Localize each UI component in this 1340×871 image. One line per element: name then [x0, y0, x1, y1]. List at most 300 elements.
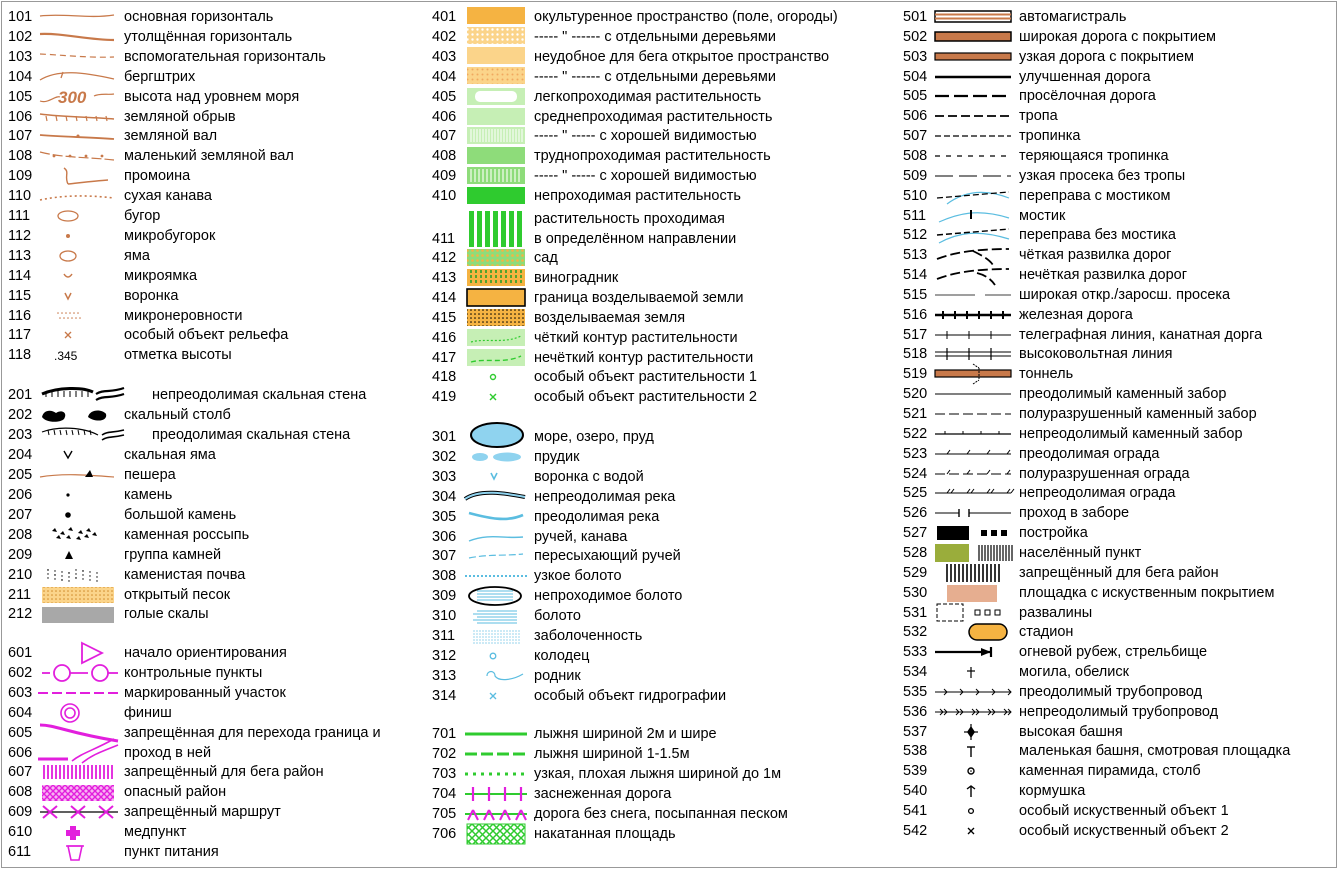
legend-entry: [903, 444, 1335, 464]
difficult-good-visibility-icon: [465, 166, 527, 186]
symbol-label: легкопроходимая растительность: [534, 89, 762, 105]
legend-entry: [903, 305, 1335, 325]
legend-entry: [903, 603, 1335, 623]
symbol-label: автомагистраль: [1019, 9, 1127, 25]
legend-entry: [903, 622, 1335, 642]
symbol-code: 524: [903, 466, 928, 482]
symbol-code: 523: [903, 446, 928, 462]
small-depression-icon: [38, 266, 118, 286]
indistinct-vegetation-edge-icon: [465, 348, 527, 368]
symbol-label: непреодолимая ограда: [1019, 485, 1176, 501]
indistinct-marsh-icon: [465, 626, 527, 646]
symbol-code: 101: [8, 9, 33, 25]
symbol-label: особый искуственный объект 2: [1019, 823, 1229, 839]
symbol-label: запрещённый для бега район: [1019, 565, 1219, 581]
symbol-label: микробугорок: [124, 228, 216, 244]
large-boulder-icon: [38, 505, 118, 525]
symbol-label: бугор: [124, 208, 161, 224]
symbol-label: развалины: [1019, 605, 1093, 621]
legend-entry: [8, 126, 424, 146]
cave-icon: [38, 465, 118, 485]
symbol-code: 203: [8, 427, 33, 443]
legend-entry: [8, 226, 424, 246]
legend-entry: [903, 464, 1335, 484]
symbol-label: открытый песок: [124, 587, 231, 603]
symbol-code: 501: [903, 9, 928, 25]
symbol-code: 118: [8, 347, 32, 363]
contour-main-icon: [38, 7, 118, 27]
symbol-label: большой камень: [124, 507, 237, 523]
symbol-code: 506: [903, 108, 928, 124]
symbol-code: 706: [432, 826, 457, 842]
legend-entry: [432, 268, 834, 288]
symbol-label: прудик: [534, 449, 580, 465]
symbol-label: нечёткий контур растительности: [534, 350, 754, 366]
symbol-code: 419: [432, 389, 457, 405]
symbol-label: накатанная площадь: [534, 826, 676, 842]
rocky-pit-icon: [38, 445, 118, 465]
symbol-label: воронка: [124, 288, 179, 304]
symbol-code: 115: [8, 288, 32, 304]
symbol-label: камень: [124, 487, 173, 503]
symbol-code: 310: [432, 608, 457, 624]
first-aid-icon: [38, 822, 118, 842]
legend-entry: [903, 166, 1335, 186]
legend-entry: [8, 445, 424, 465]
legend-entry: [8, 325, 424, 345]
special-man-made-1-icon: [933, 801, 1013, 821]
crossing-point-icon: [38, 743, 118, 763]
rough-open-land-icon: [465, 47, 527, 67]
symbol-label: проход в ней: [124, 745, 212, 761]
boulder-cluster-icon: [38, 545, 118, 565]
legend-entry: [903, 642, 1335, 662]
legend-entry: [432, 744, 834, 764]
symbol-label: непреодолимый трубопровод: [1019, 704, 1219, 720]
ruined-fence-icon: [933, 464, 1013, 484]
legend-entry: [432, 527, 834, 547]
small-path-icon: [933, 126, 1013, 146]
legend-entry: [8, 604, 424, 624]
crossable-pipeline-icon: [933, 682, 1013, 702]
legend-entry: [432, 67, 834, 87]
symbol-label: сухая канава: [124, 188, 212, 204]
legend-entry: [8, 345, 424, 365]
legend-entry: [903, 702, 1335, 722]
legend-entry: [432, 186, 834, 206]
symbol-label: проход в заборе: [1019, 505, 1130, 521]
distinct-junction-icon: [933, 245, 1013, 265]
symbol-label: каменная россыпь: [124, 527, 250, 543]
seasonal-stream-icon: [465, 546, 527, 566]
symbol-code: 306: [432, 529, 457, 545]
legend-entry: [8, 663, 424, 683]
symbol-code: 519: [903, 366, 928, 382]
symbol-label: площадка с искуственным покрытием: [1019, 585, 1275, 601]
legend-entry: [432, 107, 834, 127]
special-vegetation-2-icon: [465, 387, 527, 407]
symbol-label: море, озеро, пруд: [534, 429, 654, 445]
legend-entry: [903, 206, 1335, 226]
cultivated-boundary-icon: [465, 288, 527, 308]
symbol-code: 540: [903, 783, 928, 799]
symbol-label: телеграфная линия, канатная дорга: [1019, 327, 1263, 343]
grave-icon: [933, 662, 1013, 682]
legend-entry: [8, 47, 424, 67]
symbol-code: 307: [432, 548, 457, 564]
legend-entry: [903, 7, 1335, 27]
symbol-code: 209: [8, 547, 33, 563]
legend-entry: [903, 106, 1335, 126]
high-tower-icon: [933, 722, 1013, 742]
symbol-code: 107: [8, 128, 33, 144]
legend-entry: [903, 523, 1335, 543]
symbol-code: 537: [903, 724, 928, 740]
symbol-code: 607: [8, 764, 33, 780]
ruin-icon: [933, 603, 1013, 623]
crossing-without-bridge-icon: [933, 225, 1013, 245]
symbol-code: 516: [903, 307, 928, 323]
legend-entry: [432, 467, 834, 487]
symbol-code: 207: [8, 507, 33, 523]
symbol-label: нечёткая развилка дорог: [1019, 267, 1188, 283]
legend-entry: [432, 804, 834, 824]
symbol-label: высоковольтная линия: [1019, 346, 1173, 362]
symbol-label: микронеровности: [124, 308, 243, 324]
symbol-code: 604: [8, 705, 33, 721]
lake-icon: [465, 427, 527, 447]
legend-entry: [903, 543, 1335, 563]
uncrossable-pipeline-icon: [933, 702, 1013, 722]
symbol-label: земляной обрыв: [124, 109, 236, 125]
symbol-code: 702: [432, 746, 457, 762]
symbol-label: вспомогательная горизонталь: [124, 49, 326, 65]
indistinct-junction-icon: [933, 265, 1013, 285]
symbol-code: 611: [8, 844, 32, 860]
symbol-label: просёлочная дорога: [1019, 88, 1156, 104]
legend-entry: [432, 166, 834, 186]
symbol-code: 418: [432, 369, 457, 385]
symbol-code: 212: [8, 606, 33, 622]
legend-entry: [903, 801, 1335, 821]
symbol-label: могила, обелиск: [1019, 664, 1129, 680]
symbol-code: 511: [903, 208, 927, 224]
symbol-code: 204: [8, 447, 33, 463]
symbol-label: преодолимая скальная стена: [152, 427, 351, 443]
legend-entry: [8, 67, 424, 87]
impassable-vegetation-icon: [465, 186, 527, 206]
small-knoll-icon: [38, 226, 118, 246]
symbol-code: 510: [903, 188, 928, 204]
symbol-code: 407: [432, 128, 457, 144]
special-landform-icon: [38, 325, 118, 345]
contour-form-line-icon: [38, 47, 118, 67]
symbol-code: 503: [903, 49, 928, 65]
symbol-code: 313: [432, 668, 457, 684]
symbol-code: 314: [432, 688, 457, 704]
symbol-code: 417: [432, 350, 457, 366]
directional-vegetation-icon: [465, 229, 527, 249]
symbol-label: теряющаяся тропинка: [1019, 148, 1169, 164]
crossable-river-icon: [465, 507, 527, 527]
symbol-code: 205: [8, 467, 33, 483]
symbol-label: переправа с мостиком: [1019, 188, 1171, 204]
legend-entry: [903, 285, 1335, 305]
legend-entry: [432, 487, 834, 507]
symbol-label: лыжня шириной 2м и шире: [534, 726, 717, 742]
stadium-icon: [933, 622, 1013, 642]
legend-entry: [8, 107, 424, 127]
symbol-code: 517: [903, 327, 928, 343]
orchard-icon: [465, 248, 527, 268]
symbol-code: 538: [903, 743, 928, 759]
legend-entry: [8, 743, 424, 763]
symbol-code: 201: [8, 387, 33, 403]
marsh-icon: [465, 606, 527, 626]
distinct-vegetation-edge-icon: [465, 328, 527, 348]
legend-entry: [8, 246, 424, 266]
legend-entry: [8, 425, 424, 445]
symbol-code: 504: [903, 69, 928, 85]
legend-entry: [903, 126, 1335, 146]
snowy-road-icon: [465, 784, 527, 804]
symbol-code: 302: [432, 449, 457, 465]
pond-icon: [465, 447, 527, 467]
legend-entry: [432, 367, 834, 387]
symbol-label: непреодолимый каменный забор: [1019, 426, 1243, 442]
symbol-label: преодолимая ограда: [1019, 446, 1160, 462]
symbol-code: 408: [432, 148, 457, 164]
symbol-label: особый искуственный объект 1: [1019, 803, 1229, 819]
symbol-label: утолщённая горизонталь: [124, 29, 293, 45]
symbol-label: начало ориентирования: [124, 645, 287, 661]
legend-entry: [903, 225, 1335, 245]
dangerous-area-icon: [38, 782, 118, 802]
erosion-gully-icon: [38, 166, 118, 186]
symbol-label: неудобное для бега открытое пространство: [534, 49, 830, 65]
legend-entry: [8, 703, 424, 723]
legend-entry: [8, 485, 424, 505]
symbol-code: 105: [8, 89, 33, 105]
legend-entry: [432, 328, 834, 348]
legend-entry: [432, 606, 834, 626]
symbol-label: переправа без мостика: [1019, 227, 1176, 243]
earth-wall-icon: [38, 126, 118, 146]
symbol-code: 111: [8, 208, 31, 224]
legend-entry: [8, 87, 424, 107]
difficult-vegetation-icon: [465, 146, 527, 166]
legend-entry: [903, 325, 1335, 345]
legend-entry: [903, 662, 1335, 682]
symbol-code: 601: [8, 645, 33, 661]
spring-icon: [465, 666, 527, 686]
impassable-cliff-icon: [38, 385, 118, 405]
symbol-code: 539: [903, 763, 928, 779]
legend-entry: [8, 525, 424, 545]
sanded-road-icon: [465, 804, 527, 824]
less-distinct-path-icon: [933, 146, 1013, 166]
symbol-code: 406: [432, 109, 457, 125]
slow-run-good-visibility-icon: [465, 126, 527, 146]
legend-entry: [903, 67, 1335, 87]
control-point-icon: [38, 663, 118, 683]
symbol-label: ----- " ----- с хорошей видимостью: [534, 128, 757, 144]
legend-entry: [903, 821, 1335, 841]
symbol-label: непроходимое болото: [534, 588, 683, 604]
legend-entry: [903, 781, 1335, 801]
slope-line-icon: [38, 67, 118, 87]
symbol-code: 116: [8, 308, 32, 324]
symbol-code: 603: [8, 685, 33, 701]
symbol-code: 705: [432, 806, 457, 822]
symbol-code: 416: [432, 330, 457, 346]
legend-entry: [8, 385, 424, 405]
motorway-icon: [933, 7, 1013, 27]
vineyard-icon: [465, 268, 527, 288]
high-fence-icon: [933, 483, 1013, 503]
special-vegetation-1-icon: [465, 367, 527, 387]
symbol-label: кормушка: [1019, 783, 1086, 799]
symbol-code: 202: [8, 407, 33, 423]
symbol-code: 308: [432, 568, 457, 584]
symbol-code: 521: [903, 406, 928, 422]
special-water-feature-icon: [465, 686, 527, 706]
symbol-label: заболоченность: [534, 628, 643, 644]
open-sand-icon: [38, 585, 118, 605]
symbol-code: 534: [903, 664, 928, 680]
finish-icon: [38, 703, 118, 723]
symbol-code: 502: [903, 29, 928, 45]
symbol-label: маленькая башня, смотровая площадка: [1019, 743, 1291, 759]
symbol-label: лыжня шириной 1-1.5м: [534, 746, 690, 762]
symbol-code: 527: [903, 525, 928, 541]
symbol-label: запрещённый для бега район: [124, 764, 324, 780]
legend-entry: [432, 248, 834, 268]
legend-entry: [432, 126, 834, 146]
symbol-code: 410: [432, 188, 457, 204]
out-of-bounds-hatch-icon: [933, 563, 1013, 583]
legend-entry: [432, 507, 834, 527]
symbol-code: 309: [432, 588, 457, 604]
stone-wall-icon: [933, 384, 1013, 404]
svg-text:300: 300: [58, 88, 87, 107]
packed-area-icon: [465, 824, 527, 844]
symbol-label: ----- " ------ с отдельными деревьями: [534, 69, 776, 85]
minor-road-icon: [933, 47, 1013, 67]
legend-entry: [8, 585, 424, 605]
symbol-code: 301: [432, 429, 457, 445]
symbol-code: 703: [432, 766, 457, 782]
svg-text:.345: .345: [54, 349, 78, 363]
symbol-code: 533: [903, 644, 928, 660]
symbol-code: 208: [8, 527, 33, 543]
legend-entry: [8, 266, 424, 286]
symbol-label: высокая башня: [1019, 724, 1123, 740]
symbol-label: земляной вал: [124, 128, 218, 144]
symbol-code: 311: [432, 628, 456, 644]
symbol-code: 542: [903, 823, 928, 839]
fodder-rack-icon: [933, 781, 1013, 801]
broken-ground-icon: [38, 306, 118, 326]
symbol-code: 106: [8, 109, 33, 125]
symbol-code: 704: [432, 786, 457, 802]
symbol-code: 520: [903, 386, 928, 402]
symbol-code: 535: [903, 684, 928, 700]
special-man-made-2-icon: [933, 821, 1013, 841]
legend-entry: [903, 583, 1335, 603]
symbol-code: 312: [432, 648, 457, 664]
wide-ride-icon: [933, 285, 1013, 305]
symbol-label: улучшенная дорога: [1019, 69, 1151, 85]
legend-entry: [432, 784, 834, 804]
vehicle-track-icon: [933, 86, 1013, 106]
symbol-code: 505: [903, 88, 928, 104]
legend-entry: [432, 87, 834, 107]
symbol-label: особый объект рельефа: [124, 327, 289, 343]
legend-entry: [903, 404, 1335, 424]
symbol-code: 513: [903, 247, 928, 263]
legend-entry: [903, 344, 1335, 364]
major-road-icon: [933, 27, 1013, 47]
legend-entry: [8, 206, 424, 226]
symbol-code: 509: [903, 168, 928, 184]
symbol-code: 305: [432, 509, 457, 525]
symbol-label: возделываемая земля: [534, 310, 686, 326]
symbol-code: 609: [8, 804, 33, 820]
settlement-icon: [933, 543, 1013, 563]
pit-icon: [38, 286, 118, 306]
symbol-code: 109: [8, 168, 33, 184]
legend-entry: [8, 27, 424, 47]
symbol-code: 114: [8, 268, 32, 284]
symbol-code: 414: [432, 290, 457, 306]
symbol-code: 103: [8, 49, 33, 65]
symbol-label-line-2: в определённом направлении: [534, 231, 737, 247]
symbol-code: 404: [432, 69, 457, 85]
legend-entry: [903, 424, 1335, 444]
forbidden-route-icon: [38, 802, 118, 822]
symbol-label: болото: [534, 608, 581, 624]
legend-entry: [8, 7, 424, 27]
symbol-label: чёткий контур растительности: [534, 330, 738, 346]
legend-entry: [903, 761, 1335, 781]
symbol-code: 605: [8, 725, 33, 741]
symbol-code: 514: [903, 267, 928, 283]
legend-entry: [8, 683, 424, 703]
symbol-label: отметка высоты: [124, 347, 232, 363]
legend-entry: [8, 146, 424, 166]
contour-index-icon: [38, 27, 118, 47]
symbol-label: запрещённая для перехода граница и: [124, 725, 381, 741]
symbol-code: 528: [903, 545, 928, 561]
legend-entry: [432, 288, 834, 308]
symbol-label: пункт питания: [124, 844, 219, 860]
bare-rock-icon: [38, 604, 118, 624]
symbol-label: особый объект растительности 2: [534, 389, 757, 405]
symbol-label: узкая дорога с покрытием: [1019, 49, 1195, 65]
boulder-field-icon: [38, 525, 118, 545]
legend-entry: [8, 545, 424, 565]
symbol-label: медпункт: [124, 824, 187, 840]
legend-entry: [432, 27, 834, 47]
ski-track-wide-icon: [465, 724, 527, 744]
knoll-icon: [38, 206, 118, 226]
symbol-label: преодолимый каменный забор: [1019, 386, 1227, 402]
legend-entry: [432, 646, 834, 666]
depression-icon: [38, 246, 118, 266]
symbol-code: 522: [903, 426, 928, 442]
symbol-label: населённый пункт: [1019, 545, 1142, 561]
